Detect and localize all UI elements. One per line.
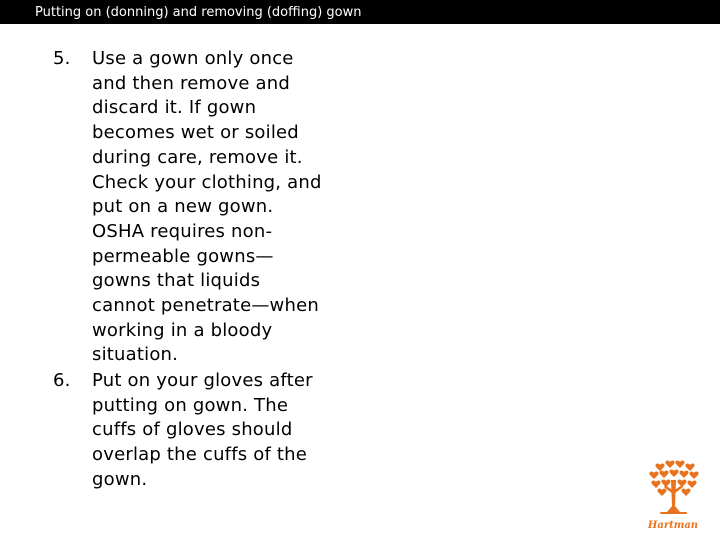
list-item-number: 6. [53, 370, 71, 391]
slide-title: Putting on (donning) and removing (doffing) gown [35, 5, 362, 20]
title-bar [0, 0, 720, 24]
list-item [53, 369, 383, 493]
list-item-text: Put on your gloves after putting on gown. The cuffs of gloves should overlap the cuffs of the gown. [92, 370, 313, 490]
list-item-text: Use a gown only once and then remove and discard it. If gown becomes wet or soiled during care, remove it. Check your clothing, and put on a new gown. OSHA requires non- permeable gowns— gowns that liquids cannot penetrate—when working in a bloody situation. [92, 48, 322, 366]
hartman-tree-logo-icon [640, 456, 706, 534]
hartman-wordmark: Hartman [647, 520, 699, 531]
hartman-logo [640, 456, 706, 534]
list-item [53, 47, 383, 368]
list-item-number: 5. [53, 48, 71, 69]
